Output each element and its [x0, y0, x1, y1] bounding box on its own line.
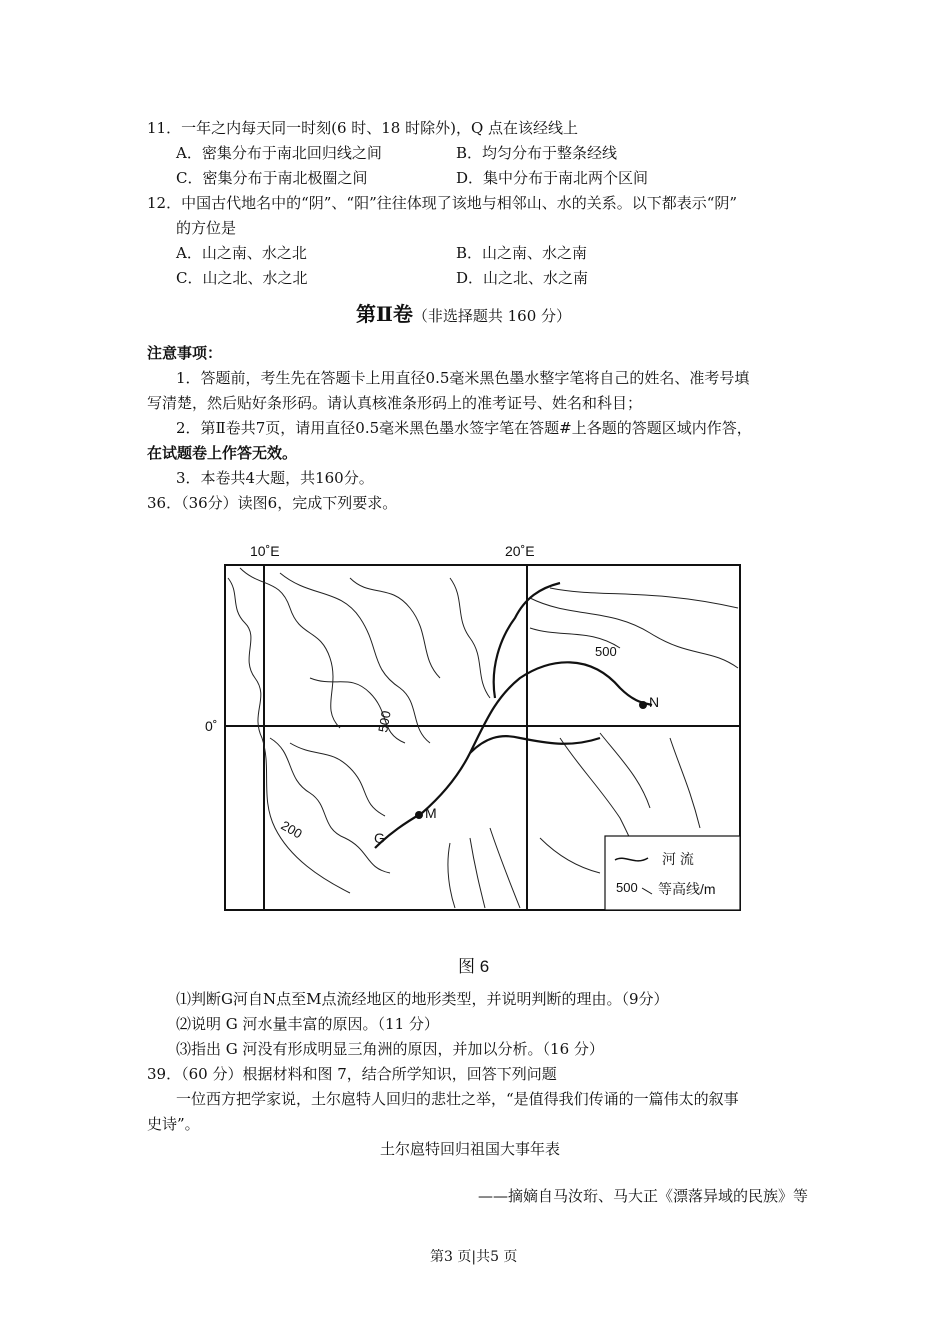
q12-option-d: D．山之北、水之南: [456, 269, 589, 287]
q11-option-d: D．集中分布于南北两个区间: [456, 169, 649, 187]
q12-option-a: A．山之南、水之北: [176, 244, 307, 262]
contour-label-500-east: 500: [595, 644, 617, 659]
notice-item-1-line-1: 1．答题前，考生先在答题卡上用直径0.5毫米黑色墨水整字笔将自己的姓名、准考号填: [176, 369, 750, 387]
notice-item-1-line-2: 写清楚，然后贴好条形码。请认真核准条形码上的准考证号、姓名和科目；: [147, 394, 643, 412]
q36-sub-1: ⑴判断G河自N点至M点流经地区的地形类型，并说明判断的理由。（9分）: [176, 990, 669, 1008]
contour-label-500-west: 500: [375, 709, 394, 734]
point-n-marker: [639, 701, 647, 709]
q11-option-b: B．均匀分布于整条经线: [456, 144, 618, 162]
notice-item-2-line-2: 在试题卷上作答无效。: [147, 444, 298, 462]
point-m-label: M: [425, 805, 437, 821]
q39-table-title: 土尔扈特回归祖国大事年表: [380, 1140, 561, 1158]
legend-river-label: 河 流: [662, 851, 694, 867]
q39-source: ——摘嫡自马汝珩、马大正《漂落异域的民族》等: [478, 1187, 809, 1205]
legend-contour-label: 等高线/m: [658, 881, 716, 897]
river-g-main: [375, 583, 652, 848]
q12-option-c: C．山之北、水之北: [176, 269, 308, 287]
section-title: [356, 304, 571, 326]
q39-paragraph-line-2: 史诗”。: [147, 1115, 200, 1133]
page-footer: 第3 页|共5 页: [430, 1249, 518, 1265]
notice-item-3: 3．本卷共4大题，共160分。: [176, 469, 374, 487]
contour-label-200: 200: [278, 817, 305, 842]
q12-stem: 12．中国古代地名中的“阴”、“阳”往往体现了该地与相邻山、水的关系。以下都表示“阴”: [147, 194, 738, 212]
section-subtitle: （非选择题共 160 分）: [412, 307, 572, 325]
q36-sub-3: ⑶指出 G 河没有形成明显三角洲的原因，并加以分析。（16 分）: [176, 1040, 604, 1058]
q11-option-a: A．密集分布于南北回归线之间: [176, 144, 382, 162]
legend-contour-value: 500: [616, 880, 638, 895]
section-title-main: 第Ⅱ卷: [356, 302, 413, 326]
q11-stem: 11．一年之内每天同一时刻(6 时、18 时除外)，Q 点在该经线上: [147, 119, 579, 137]
map-legend-box: [605, 836, 740, 910]
figure-caption: 图 6: [458, 957, 490, 976]
latitude-label-0: 0˚: [205, 718, 218, 734]
point-n-label: N: [649, 694, 660, 710]
q39-stem: 39．（60 分）根据材料和图 7，结合所学知识，回答下列问题: [147, 1065, 557, 1083]
q12-stem-continued: 的方位是: [176, 219, 237, 237]
q11-option-c: C．密集分布于南北极圈之间: [176, 169, 368, 187]
longitude-label-10e: 10˚E: [250, 543, 280, 559]
q39-paragraph-line-1: 一位西方把学家说，土尔扈特人回归的悲壮之举，“是值得我们传诵的一篇伟太的叙事: [176, 1090, 739, 1108]
point-m-marker: [415, 811, 423, 819]
q36-stem: 36．（36分）读图6，完成下列要求。: [147, 494, 398, 512]
notice-heading: 注意事项：: [147, 344, 223, 362]
longitude-label-20e: 20˚E: [505, 543, 535, 559]
river-g-label: G: [374, 830, 385, 846]
figure-6-map: [200, 538, 760, 928]
q12-option-b: B．山之南、水之南: [456, 244, 588, 262]
notice-item-2-line-1: 2．第Ⅱ卷共7页，请用直径0.5毫米黑色墨水签字笔在答题#上各题的答题区域内作答，: [176, 419, 752, 437]
q36-sub-2: ⑵说明 G 河水量丰富的原因。（11 分）: [176, 1015, 439, 1033]
